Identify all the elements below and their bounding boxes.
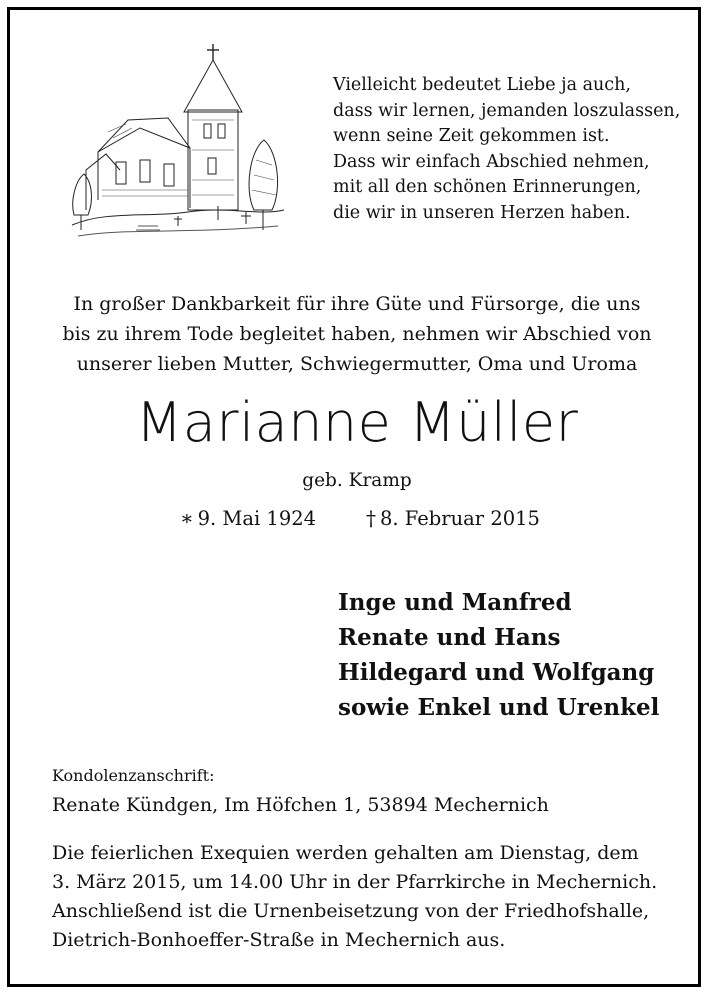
family-list [338,585,659,725]
birth-date: 9. Mai 1924 [197,507,317,530]
family-member: Inge und Manfred [338,589,572,616]
poem-line: Vielleicht bedeutet Liebe ja auch, [333,75,631,95]
condolence-label: Kondolenzanschrift: [52,766,215,785]
cross-icon: † [366,506,376,530]
birth-date-line [180,503,316,534]
funeral-line: Anschließend ist die Urnenbeisetzung von der Friedhofshalle, [52,900,650,922]
funeral-line: 3. März 2015, um 14.00 Uhr in der Pfarrkirche in Mechernich. [52,871,658,893]
asterisk-icon: ∗ [180,506,194,530]
intro-text [30,289,684,379]
funeral-info [52,839,692,955]
funeral-line: Dietrich-Bonhoeffer-Straße in Mechernich aus. [52,929,506,951]
funeral-line: Die feierlichen Exequien werden gehalten am Dienstag, dem [52,842,639,864]
poem-line: dass wir lernen, jemanden loszulassen, [333,100,681,121]
poem-line: wenn seine Zeit gekommen ist. [333,126,610,146]
poem-line: Dass wir einfach Abschied nehmen, [333,151,650,172]
deceased-name: Marianne Müller [135,391,579,454]
birth-name: geb. Kramp [302,470,412,491]
condolence-address: Renate Kündgen, Im Höfchen 1, 53894 Mechernich [52,794,549,816]
intro-line: bis zu ihrem Tode begleitet haben, nehmen wir Abschied von [62,323,652,345]
intro-line: unserer lieben Mutter, Schwiegermutter, Oma und Uroma [76,353,638,375]
family-member: Hildegard und Wolfgang [338,659,655,686]
family-member: sowie Enkel und Urenkel [338,694,660,721]
poem [333,73,693,226]
intro-line: In großer Dankbarkeit für ihre Güte und Fürsorge, die uns [73,293,641,315]
poem-line: mit all den schönen Erinnerungen, [333,177,642,197]
family-member: Renate und Hans [338,624,561,651]
death-date-line [366,503,540,534]
death-date: 8. Februar 2015 [380,507,540,530]
poem-line: die wir in unseren Herzen haben. [333,202,631,223]
church-illustration [68,40,288,245]
